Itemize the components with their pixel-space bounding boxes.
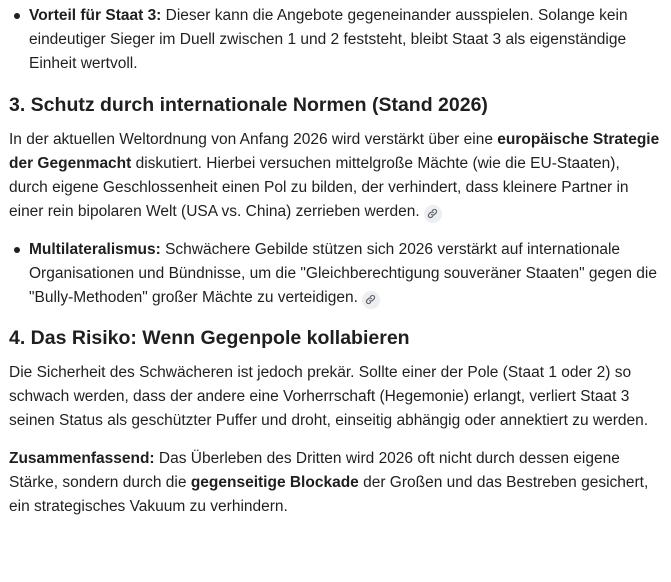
section-3-heading: 3. Schutz durch internationale Normen (Stand 2026): [9, 94, 488, 116]
summary-label: Zusammenfassend:: [9, 450, 155, 467]
section-4-heading: 4. Das Risiko: Wenn Gegenpole kollabieren: [9, 327, 410, 349]
bullet-text: Dieser kann die Angebote gegeneinander ausspielen. Solange kein eindeutiger Sieger im Duell zwischen 1 und 2 feststeht, bleibt Staat 3 als eigenständige Einheit wertvoll.: [29, 7, 628, 72]
list-item: [29, 238, 661, 310]
highlight-blockade: gegenseitige Blockade: [190, 474, 359, 491]
section-4-paragraph: Die Sicherheit des Schwächeren ist jedoch prekär. Sollte einer der Pole (Staat 1 oder 2) so schwach werden, dass der andere eine Vorherrschaft (Hegemonie) erlangt, verliert Staat 3 seinen Status als geschützter Puffer und droht, einseitig abhängig oder annektiert zu werden.: [9, 364, 649, 429]
link-icon[interactable]: [424, 205, 442, 223]
bullet-list-top: [9, 4, 661, 76]
summary-paragraph: Zusammenfassend: Das Überleben des Dritten wird 2026 oft nicht durch dessen eigene Stärke, sondern durch die gegenseitige Blockade der Großen und das Bestreben gesichert, ein strategisches Vakuum zu verhindern.: [9, 450, 649, 515]
bullet-text: Schwächere Gebilde stützen sich 2026 verstärkt auf internationale Organisationen und Bündnisse, um die "Gleichberechtigung souveräner Staaten" gegen die "Bully-Methoden" großer Mächte zu verteidigen.: [29, 241, 657, 306]
list-item: [29, 4, 661, 76]
link-icon[interactable]: [362, 291, 380, 309]
section-3-paragraph: In der aktuellen Weltordnung von Anfang 2026 wird verstärkt über eine europäische Strategie der Gegenmacht diskutiert. Hierbei versuchen mittelgroße Mächte (wie die EU-Staaten), durch eigene Geschlossenheit einen Pol zu bilden, der verhindert, dass kleinere Partner in einer rein bipolaren Welt (USA vs. China) zerrieben werden.: [9, 128, 661, 224]
bullet-label: Vorteil für Staat 3:: [29, 7, 162, 24]
bullet-label: Multilateralismus:: [29, 241, 161, 258]
highlight-strategy: europäische Strategie der Gegenmacht: [9, 131, 660, 172]
bullet-list-multilateral: [9, 238, 661, 310]
